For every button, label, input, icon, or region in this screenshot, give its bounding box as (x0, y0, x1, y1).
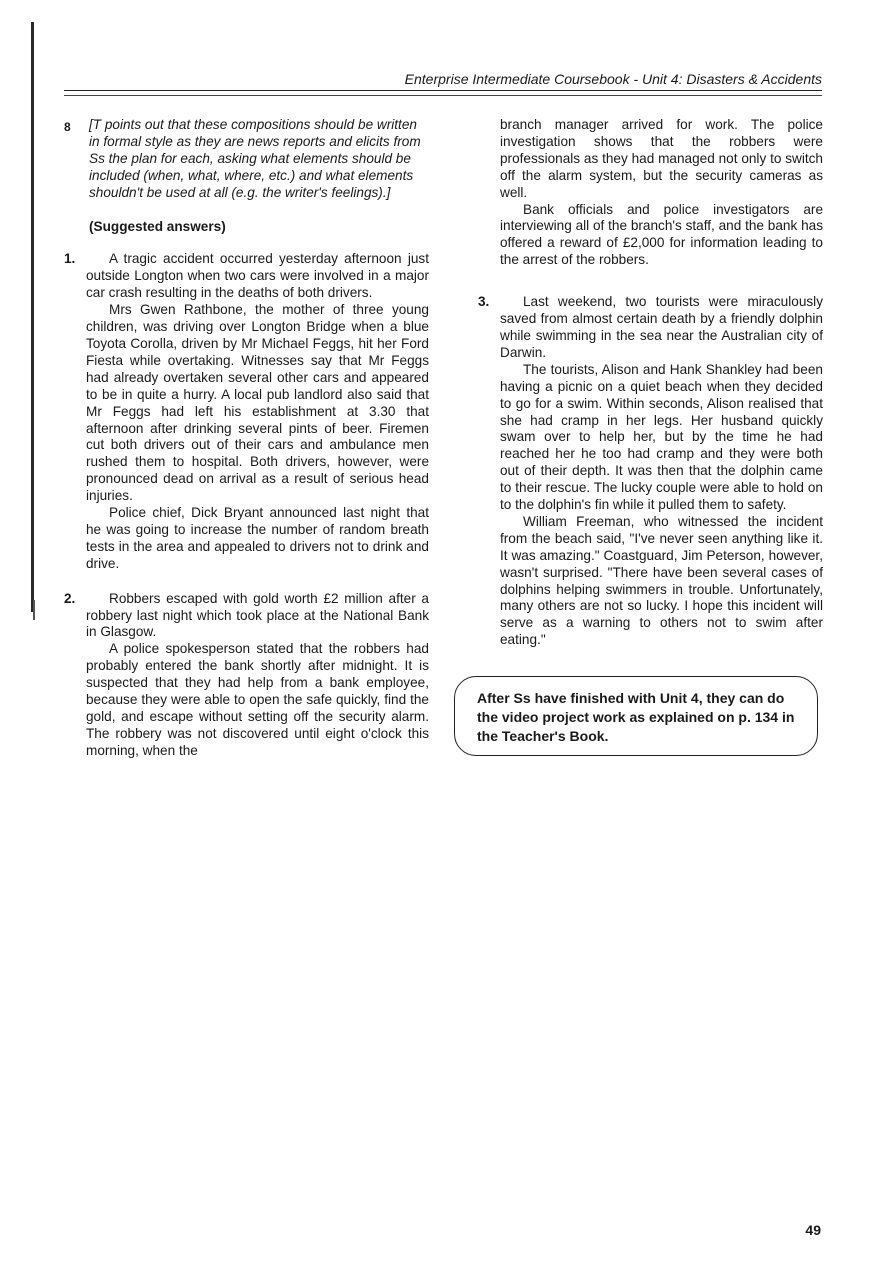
answer-paragraph: Mrs Gwen Rathbone, the mother of three young children, was driving over Longton Bridge when a blue Toyota Corolla, driven by Mr Michael Feggs, hit her Ford Fiesta while overtaking. Witnesses say that Mr Feggs had already overtaken several other cars and appeared to be in quite a hurry. A local pub landlord also said that Mr Feggs had left his establishment at 3.30 that afternoon after drinking several pints of beer. Firemen cut both drivers out of their cars and ambulance men rushed them to hospital. Both drivers, however, were pronounced dead on arrival as a result of serious head injuries. (86, 302, 429, 504)
answer-paragraph: Bank officials and police investigators are interviewing all of the branch's staff, and the bank has offered a reward of £2,000 for information leading to the arrest of the robbers. (500, 201, 823, 268)
answer-1 (64, 251, 429, 572)
answer-paragraph: Last weekend, two tourists were miraculously saved from almost certain death by a friendly dolphin while swimming in the sea near the Australian city of Darwin. (500, 294, 823, 360)
header-rule (64, 95, 822, 96)
answer-paragraph: The tourists, Alison and Hank Shankley had been having a picnic on a quiet beach when they decided to go for a swim. Within seconds, Alison realised that she had cramp in her legs. Her husband quickly swam over to help her, but by the time he had reached her he too had cramp and they were both out of their depth. It was then that the dolphin came to their rescue. The lucky couple were able to hold on to the dolphin's fin while it pulled them to safety. (500, 361, 823, 513)
suggested-answers-heading: (Suggested answers) (89, 218, 226, 234)
page-number: 49 (805, 1222, 821, 1238)
answer-number: 3. (478, 294, 490, 310)
left-column (64, 117, 429, 760)
video-project-callout: After Ss have finished with Unit 4, they can do the video project work as explained on p. 134 in the Teacher's Book. (454, 676, 818, 756)
answer-number: 2. (64, 590, 76, 606)
answer-paragraph: Robbers escaped with gold worth £2 million after a robbery last night which took place at the National Bank in Glasgow. (86, 590, 429, 640)
answer-number: 1. (64, 251, 76, 267)
answer-2-continued (478, 117, 823, 269)
answer-paragraph: branch manager arrived for work. The police investigation shows that the robbers were professionals as they had managed not only to switch off the alarm system, but the security cameras as well. (500, 117, 823, 200)
scan-edge-mark (31, 22, 34, 612)
exercise-number: 8 (64, 120, 71, 134)
answer-paragraph: William Freeman, who witnessed the incident from the beach said, "I've never seen anything like it. It was amazing." Coastguard, Jim Peterson, however, wasn't surprised. "There have been several cases of dolphins helping swimmers in trouble. Unfortunately, many others are not so lucky. I hope this incident will serve as a warning to others not to swim after eating." (500, 513, 823, 648)
running-header: Enterprise Intermediate Coursebook - Unit 4: Disasters & Accidents (404, 71, 822, 87)
right-column (478, 117, 823, 756)
answer-paragraph: Police chief, Dick Bryant announced last night that he was going to increase the number of random breath tests in the area and appealed to drivers not to drink and drive. (86, 505, 429, 571)
answer-2 (64, 591, 429, 760)
answer-3 (478, 294, 823, 649)
answer-paragraph: A tragic accident occurred yesterday afternoon just outside Longton when two cars were involved in a major car crash resulting in the deaths of both drivers. (86, 251, 429, 301)
answer-paragraph: A police spokesperson stated that the robbers had probably entered the bank shortly after midnight. It is suspected that they had help from a bank employee, because they were able to open the safe quickly, find the gold, and escape without setting off the security alarm. The robbery was not discovered until eight o'clock this morning, when the (86, 641, 429, 758)
exercise-8 (64, 117, 429, 202)
teacher-note: [T points out that these compositions should be written in formal style as they are news reports and elicits from Ss the plan for each, asking what elements should be included (when, what, where, etc.) and what elements shouldn't be used at all (e.g. the writer's feelings).] (89, 117, 421, 200)
scan-edge-mark (33, 600, 35, 620)
header-rule (64, 90, 822, 91)
